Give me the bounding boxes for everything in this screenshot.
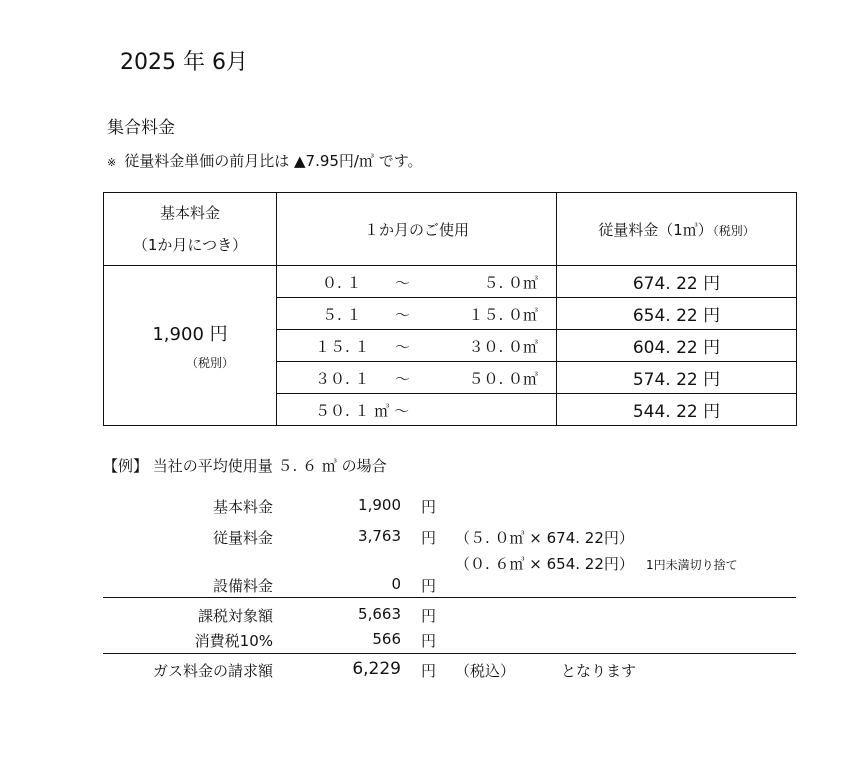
header-base-line1: 基本料金 <box>159 204 220 222</box>
usage-range <box>277 394 557 426</box>
header-usage: １か月のご使用 <box>277 193 557 266</box>
unit-price: 604. 22 円 <box>557 330 797 362</box>
range-from: ０. １ <box>322 274 362 292</box>
unit-price: 544. 22 円 <box>557 394 797 426</box>
calc-label: 基本料金 <box>212 498 273 516</box>
note-mark: ※ <box>107 156 117 169</box>
calc-detail: （税込） <box>455 662 516 680</box>
base-fee-value: 1,900 円 <box>152 324 228 345</box>
calc-suffix: となります <box>561 662 637 680</box>
page-title: 2025 年 6月 <box>120 50 248 75</box>
base-fee-cell <box>104 266 277 426</box>
range-from: ３０. １ <box>315 370 370 388</box>
range-to: １５. ０㎥ <box>468 306 538 324</box>
section-title: 集合料金 <box>107 118 175 138</box>
header-rate-label: 従量料金（1㎥） <box>598 220 713 239</box>
calc-detail: （０. ６㎥ × 654. 22円） <box>455 555 634 573</box>
range-to: ５. ０㎥ <box>483 274 538 292</box>
note-text: 従量料金単価の前月比は ▲7.95円/㎥ です。 <box>124 152 423 170</box>
price-change-note <box>107 150 423 171</box>
divider <box>103 597 796 598</box>
usage-range <box>277 266 557 298</box>
divider <box>103 653 796 654</box>
calc-detail: （５. ０㎥ × 674. 22円） <box>455 529 634 547</box>
unit-price: 654. 22 円 <box>557 298 797 330</box>
calc-label: 課税対象額 <box>197 607 273 625</box>
calc-label: 設備料金 <box>212 577 273 595</box>
range-tilde: ～ <box>395 274 411 292</box>
total-value: 6,229 <box>352 659 401 679</box>
header-base-fee <box>104 193 277 266</box>
header-base-line2: （1か月につき） <box>132 236 248 254</box>
range-tilde: ～ <box>395 338 411 356</box>
range-to: ５０. ０㎥ <box>468 370 538 388</box>
range-tilde: ～ <box>395 370 411 388</box>
calc-label: 消費税10% <box>194 632 273 650</box>
unit-price: 674. 22 円 <box>557 266 797 298</box>
base-fee-tax-note: （税別） <box>185 356 234 370</box>
usage-range <box>277 330 557 362</box>
calc-label: 従量料金 <box>212 529 273 547</box>
range-from: ５０. １ ㎥ ～ <box>315 402 410 420</box>
table-row <box>104 266 797 298</box>
calc-unit: 円 <box>421 607 437 625</box>
range-tilde: ～ <box>395 306 411 324</box>
calc-value: 5,663 <box>358 605 401 623</box>
rate-table <box>103 192 797 426</box>
calc-detail-note: 1円未満切り捨て <box>646 558 738 572</box>
calc-unit: 円 <box>421 498 437 516</box>
range-from: １５. １ <box>315 338 370 356</box>
example-title: 【例】 当社の平均使用量 ５. ６ ㎥ の場合 <box>103 457 387 475</box>
table-header-row <box>104 193 797 266</box>
header-rate-note: （税別） <box>712 223 755 238</box>
calc-unit: 円 <box>421 662 437 680</box>
calc-value: 0 <box>391 575 401 593</box>
calc-value: 1,900 <box>358 496 401 514</box>
calc-unit: 円 <box>421 529 437 547</box>
range-to: ３０. ０㎥ <box>468 338 538 356</box>
unit-price: 574. 22 円 <box>557 362 797 394</box>
calc-unit: 円 <box>421 632 437 650</box>
calc-label: ガス料金の請求額 <box>152 662 273 680</box>
calc-unit: 円 <box>421 577 437 595</box>
calc-value: 566 <box>372 630 401 648</box>
usage-range <box>277 298 557 330</box>
header-rate <box>557 193 797 266</box>
calc-value: 3,763 <box>358 527 401 545</box>
range-from: ５. １ <box>322 306 362 324</box>
usage-range <box>277 362 557 394</box>
